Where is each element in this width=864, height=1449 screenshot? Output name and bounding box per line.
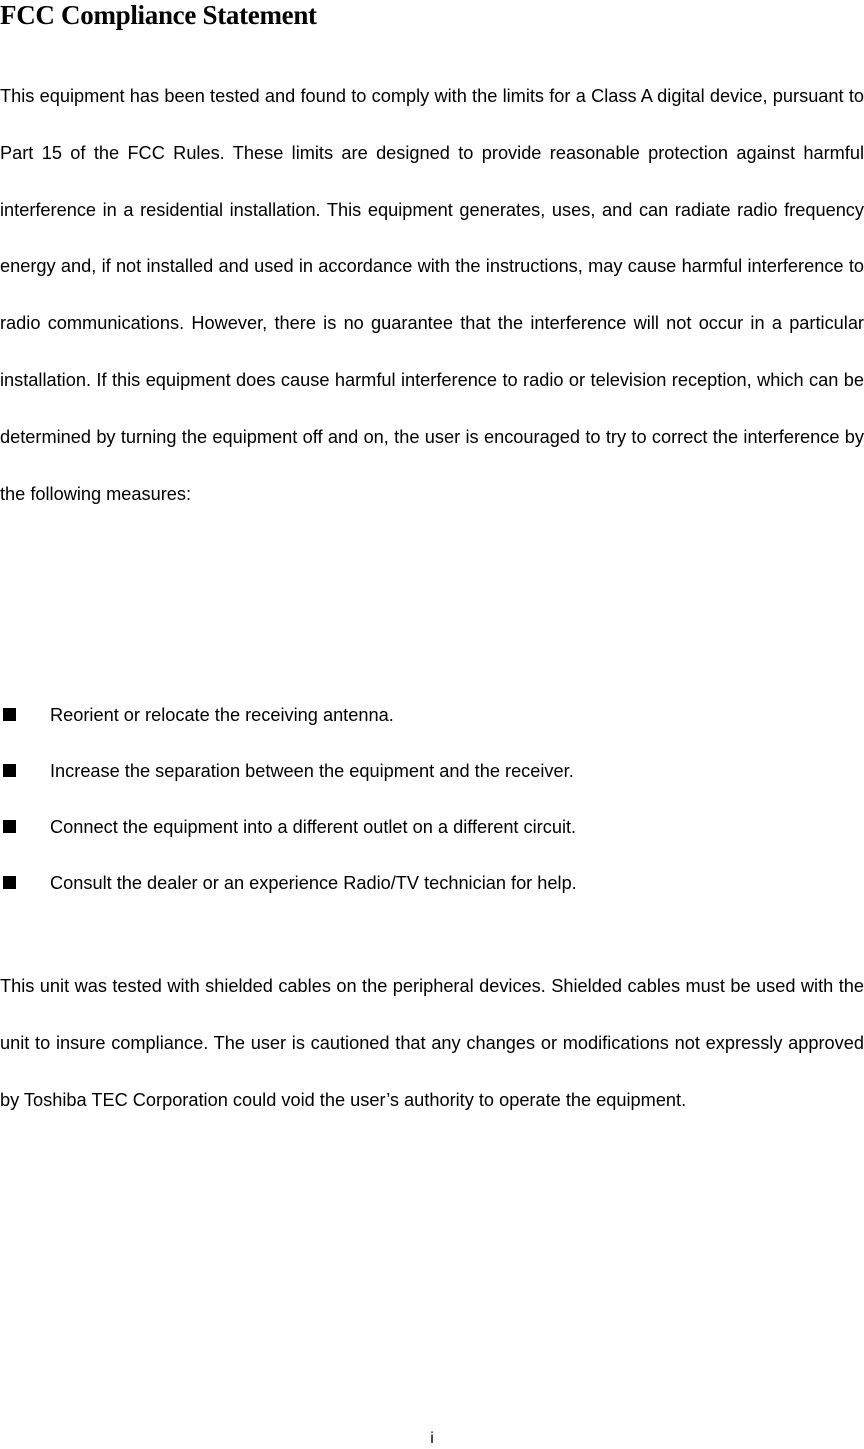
interference-measures-list [0, 687, 864, 911]
shielded-cables-paragraph: This unit was tested with shielded cables on the peripheral devices. Shielded cables must be used with the unit to insure compliance. The user is cautioned that any changes or modifications not expressly approved by Toshiba TEC Corporation could void the user’s authority to operate the equipment. [0, 976, 864, 1110]
list-item [0, 743, 864, 799]
list-item [0, 799, 864, 855]
measure-text: Consult the dealer or an experience Radio/TV technician for help. [50, 873, 577, 893]
square-bullet-icon [3, 708, 16, 721]
page-number: i [430, 1430, 434, 1447]
square-bullet-icon [3, 876, 16, 889]
list-item [0, 855, 864, 911]
measure-text: Reorient or relocate the receiving antenna. [50, 705, 394, 725]
square-bullet-icon [3, 820, 16, 833]
measure-text: Increase the separation between the equipment and the receiver. [50, 761, 574, 781]
measure-text: Connect the equipment into a different outlet on a different circuit. [50, 817, 577, 837]
compliance-paragraph: This equipment has been tested and found to comply with the limits for a Class A digital device, pursuant to Part 15 of the FCC Rules. These limits are designed to provide reasonable protection against harmful interference in a residential installation. This equipment generates, uses, and can radiate radio frequency energy and, if not installed and used in accordance with the instructions, may cause harmful interference to radio communications. However, there is no guarantee that the interference will not occur in a particular installation. If this equipment does cause harmful interference to radio or television reception, which can be determined by turning the equipment off and on, the user is encouraged to try to correct the interference by the following measures: [0, 86, 864, 504]
page-title: FCC Compliance Statement [0, 0, 317, 30]
square-bullet-icon [3, 764, 16, 777]
list-item [0, 687, 864, 743]
